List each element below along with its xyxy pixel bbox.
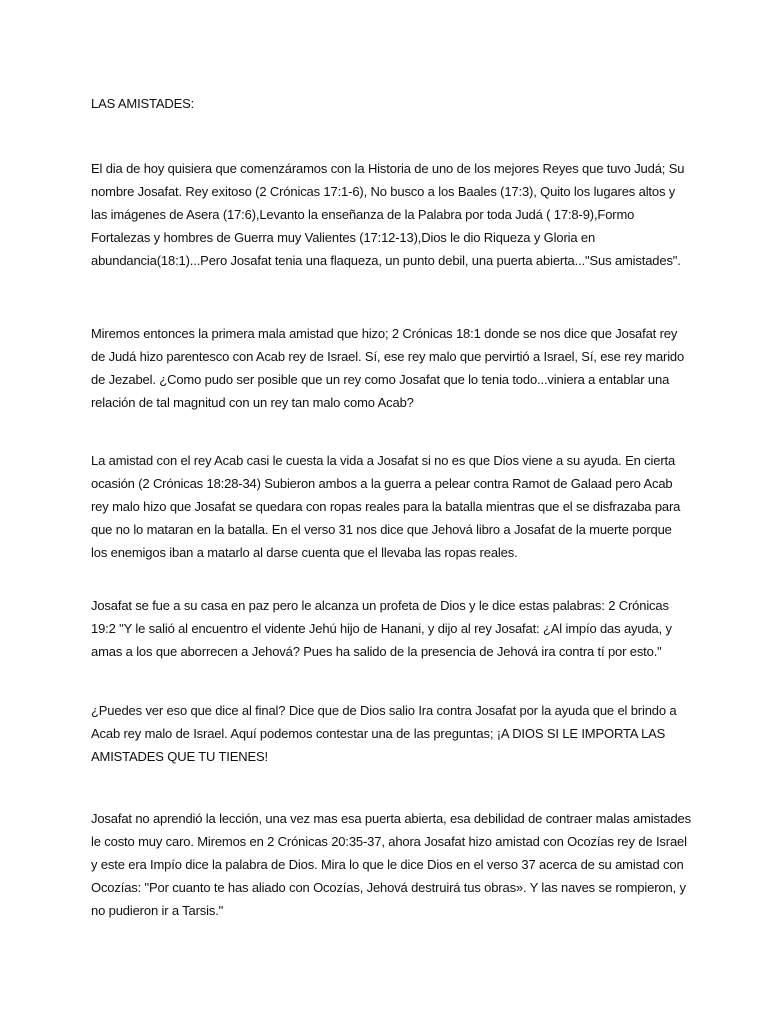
paragraph-first-bad-friendship: Miremos entonces la primera mala amistad que hizo; 2 Crónicas 18:1 donde se nos dice que Josafat rey de Judá hizo parentesco con Acab rey de Israel. Sí, ese rey malo que pervirtió a Israel, Sí, ese rey marido de Jezabel. ¿Como pudo ser posible que un rey como Josafat que lo tenia todo...viniera a entablar una relación de tal magnitud con un rey tan malo como Acab? — [91, 326, 685, 410]
paragraph-ocozias: Josafat no aprendió la lección, una vez mas esa puerta abierta, esa debilidad de contraer malas amistades le costo muy caro. Miremos en 2 Crónicas 20:35-37, ahora Josafat hizo amistad con Ocozías rey de Israel y este era Impío dice la palabra de Dios. Mira lo que le dice Dios en el verso 37 acerca de su amistad con Ocozías: "Por cuanto te has aliado con Ocozías, Jehová destruirá tus obras». Y las naves se rompieron, y no pudieron ir a Tarsis." — [91, 811, 691, 918]
paragraph-god-cares: ¿Puedes ver eso que dice al final? Dice que de Dios salio Ira contra Josafat por la ayuda que el brindo a Acab rey malo de Israel. Aquí podemos contestar una de las preguntas; ¡A DIOS SI LE IMPORTA LAS AMISTADES QUE TU TIENES! — [91, 703, 677, 764]
paragraph-acab-war: La amistad con el rey Acab casi le cuesta la vida a Josafat si no es que Dios viene a su ayuda. En cierta ocasión (2 Crónicas 18:28-34) Subieron ambos a la guerra a pelear contra Ramot de Galaad pero Acab rey malo hizo que Josafat se quedara con ropas reales para la batalla mientras que el se disfrazaba para que no lo mataran en la batalla. En el verso 31 nos dice que Jehová libro a Josafat de la muerte porque los enemigos iban a matarlo al darse cuenta que el llevaba las ropas reales. — [91, 453, 681, 560]
document-title: LAS AMISTADES: — [91, 96, 195, 111]
paragraph-prophet-warning: Josafat se fue a su casa en paz pero le alcanza un profeta de Dios y le dice estas palabras: 2 Crónicas 19:2 "Y le salió al encuentro el vidente Jehú hijo de Hanani, y dijo al rey Josafat: ¿Al impío das ayuda, y amas a los que aborrecen a Jehová? Pues ha salido de la presencia de Jehová ira contra tí por esto." — [91, 598, 672, 659]
paragraph-introduction: El dia de hoy quisiera que comenzáramos con la Historia de uno de los mejores Reyes que tuvo Judá; Su nombre Josafat. Rey exitoso (2 Crónicas 17:1-6), No busco a los Baales (17:3), Quito los lugares altos y las imágenes de Asera (17:6),Levanto la enseñanza de la Palabra por toda Judá ( 17:8-9),Formo Fortalezas y hombres de Guerra muy Valientes (17:12-13),Dios le dio Riqueza y Gloria en abundancia(18:1)...Pero Josafat tenia una flaqueza, un punto debil, una puerta abierta..."Sus amistades". — [91, 161, 685, 268]
